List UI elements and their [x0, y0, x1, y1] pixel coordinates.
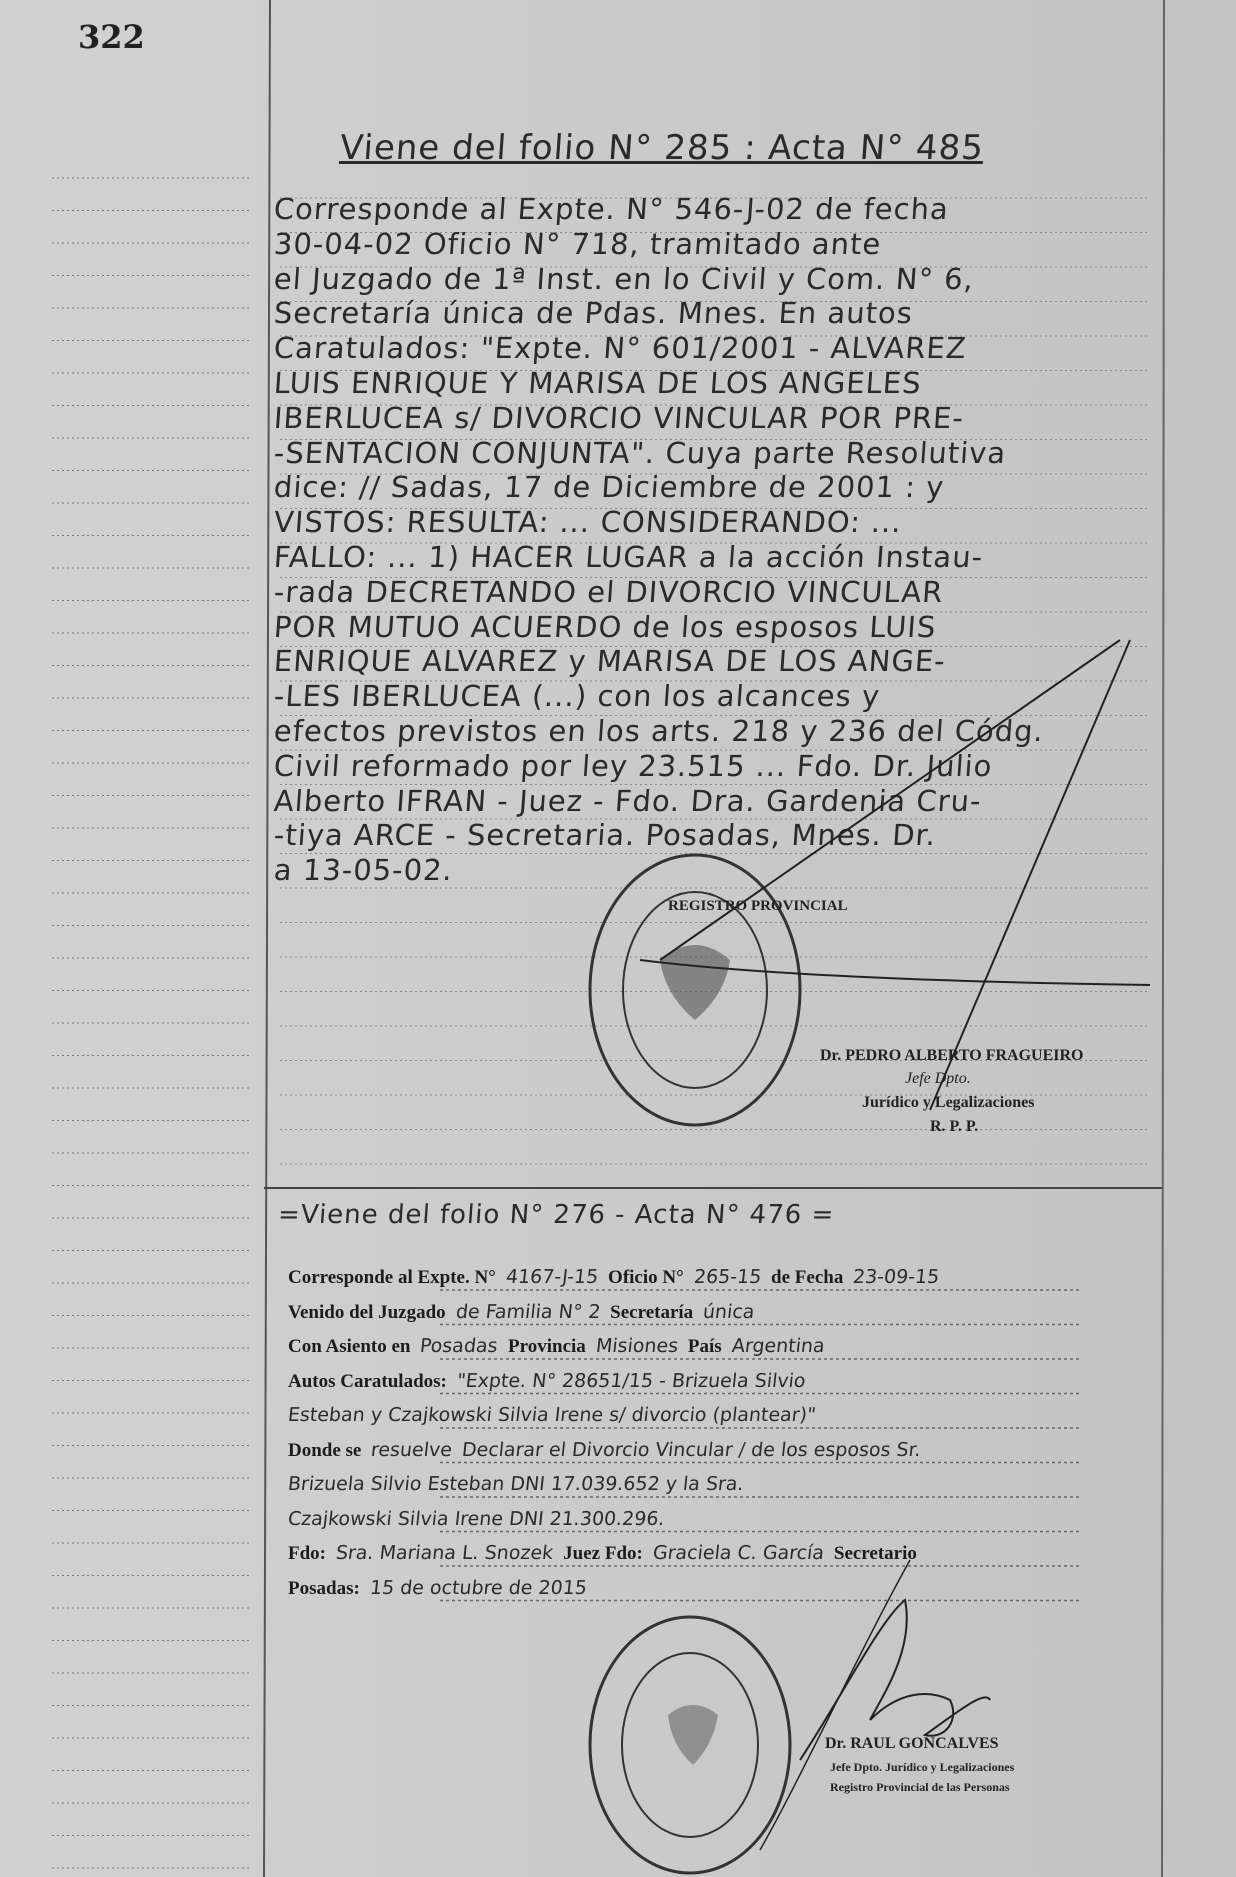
form-label: Con Asiento en — [288, 1336, 411, 1357]
section1-line: Civil reformado por ley 23.515 ... Fdo. Dr. Julio — [272, 748, 994, 783]
form-row — [288, 1335, 834, 1358]
form-value: Posadas — [419, 1335, 500, 1357]
section1-line: POR MUTUO ACUERDO de los esposos LUIS — [272, 609, 938, 644]
section1-line: IBERLUCEA s/ DIVORCIO VINCULAR POR PRE- — [272, 400, 966, 435]
form-label: Juez Fdo: — [563, 1543, 643, 1564]
section1-line: Corresponde al Expte. N° 546-J-02 de fecha — [272, 192, 950, 226]
section1-line: -LES IBERLUCEA (...) con los alcances y — [272, 679, 882, 714]
section1-line: FALLO: ... 1) HACER LUGAR a la acción Instau- — [272, 540, 985, 574]
form-row — [288, 1508, 674, 1530]
signer1-role3: R. P. P. — [930, 1118, 979, 1135]
form-label: Oficio N° — [608, 1267, 684, 1288]
form-row — [288, 1370, 815, 1393]
form-value: 4167-J-15 — [504, 1266, 600, 1288]
signer2-role1: Jefe Dpto. Jurídico y Legalizaciones — [830, 1760, 1015, 1774]
form-value: Graciela C. García — [651, 1542, 826, 1564]
form-label: Secretario — [833, 1543, 917, 1564]
form-row — [288, 1439, 931, 1462]
form-value: Brizuela Silvio Esteban DNI 17.039.652 y la Sra. — [286, 1473, 745, 1495]
section1-line: a 13-05-02. — [272, 853, 455, 888]
form-label: de Fecha — [771, 1267, 844, 1288]
section1-line: el Juzgado de 1ª Inst. en lo Civil y Com. N° 6, — [272, 261, 976, 296]
form-label: resuelve — [370, 1438, 454, 1461]
section1-line: ENRIQUE ALVAREZ y MARISA DE LOS ANGE- — [272, 644, 947, 679]
section1-line: -rada DECRETANDO el DIVORCIO VINCULAR — [272, 574, 945, 609]
section2-heading: =Viene del folio N° 276 - Acta N° 476 = — [276, 1200, 836, 1230]
form-row — [288, 1542, 927, 1565]
form-value: Czajkowski Silvia Irene DNI 21.300.296. — [286, 1507, 666, 1530]
section1-line: Alberto IFRAN - Juez - Fdo. Dra. Gardenia Cru- — [272, 783, 983, 818]
form-label: Corresponde al Expte. N° — [288, 1267, 496, 1288]
signer1-role2: Jurídico y Legalizaciones — [862, 1094, 1035, 1111]
section1-line: dice: // Sadas, 17 de Diciembre de 2001 : y — [272, 470, 946, 505]
signer2-role2: Registro Provincial de las Personas — [830, 1780, 1010, 1794]
section1-line: LUIS ENRIQUE Y MARISA DE LOS ANGELES — [272, 366, 923, 400]
form-row — [288, 1404, 826, 1426]
form-row — [288, 1473, 754, 1495]
form-label: Posadas: — [288, 1577, 360, 1599]
signer1-role1: Jefe Dpto. — [905, 1070, 971, 1087]
form-value: Sra. Mariana L. Snozek — [334, 1542, 555, 1564]
form-value: de Familia N° 2 — [454, 1300, 602, 1323]
section1-heading: Viene del folio N° 285 : Acta N° 485 — [338, 128, 986, 168]
section1-line: Secretaría única de Pdas. Mnes. En autos — [272, 296, 915, 331]
form-value: "Expte. N° 28651/15 - Brizuela Silvio — [455, 1369, 807, 1392]
section1-line: efectos previstos en los arts. 218 y 236 del Códg. — [272, 714, 1046, 748]
signer1-name: Dr. PEDRO ALBERTO FRAGUEIRO — [820, 1047, 1084, 1064]
section1-line: -tiya ARCE - Secretaria. Posadas, Mnes. Dr. — [272, 818, 938, 853]
page-number: 322 — [78, 18, 145, 56]
section1-line: Caratulados: "Expte. N° 601/2001 - ALVAREZ — [272, 331, 968, 366]
form-row — [288, 1577, 597, 1600]
stamp1-circle-text: REGISTRO PROVINCIAL — [668, 898, 848, 914]
section1-line: VISTOS: RESULTA: ... CONSIDERANDO: ... — [272, 505, 904, 540]
form-value: Argentina — [730, 1335, 826, 1357]
form-value: Declarar el Divorcio Vincular / de los esposos Sr. — [461, 1438, 923, 1461]
signer2-name: Dr. RAUL GONCALVES — [825, 1735, 999, 1752]
form-label: Provincia — [508, 1336, 586, 1357]
form-label: Secretaría — [610, 1301, 694, 1323]
form-value: 265-15 — [692, 1266, 763, 1288]
form-value: Misiones — [594, 1335, 680, 1357]
form-label: Venido del Juzgado — [288, 1301, 446, 1323]
section1-line: 30-04-02 Oficio N° 718, tramitado ante — [272, 226, 883, 261]
form-row — [288, 1266, 950, 1289]
form-row — [288, 1301, 765, 1324]
section1-line: -SENTACION CONJUNTA". Cuya parte Resolutiva — [272, 435, 1008, 470]
form-label: Autos Caratulados: — [288, 1370, 447, 1392]
form-value: 15 de octubre de 2015 — [368, 1576, 588, 1599]
form-value: Esteban y Czajkowski Silvia Irene s/ divorcio (plantear)" — [286, 1404, 817, 1426]
form-label: Fdo: — [288, 1543, 326, 1564]
form-label: País — [687, 1336, 722, 1357]
form-label: Donde se — [288, 1439, 362, 1461]
form-value: 23-09-15 — [852, 1266, 941, 1288]
form-value: única — [702, 1300, 756, 1323]
